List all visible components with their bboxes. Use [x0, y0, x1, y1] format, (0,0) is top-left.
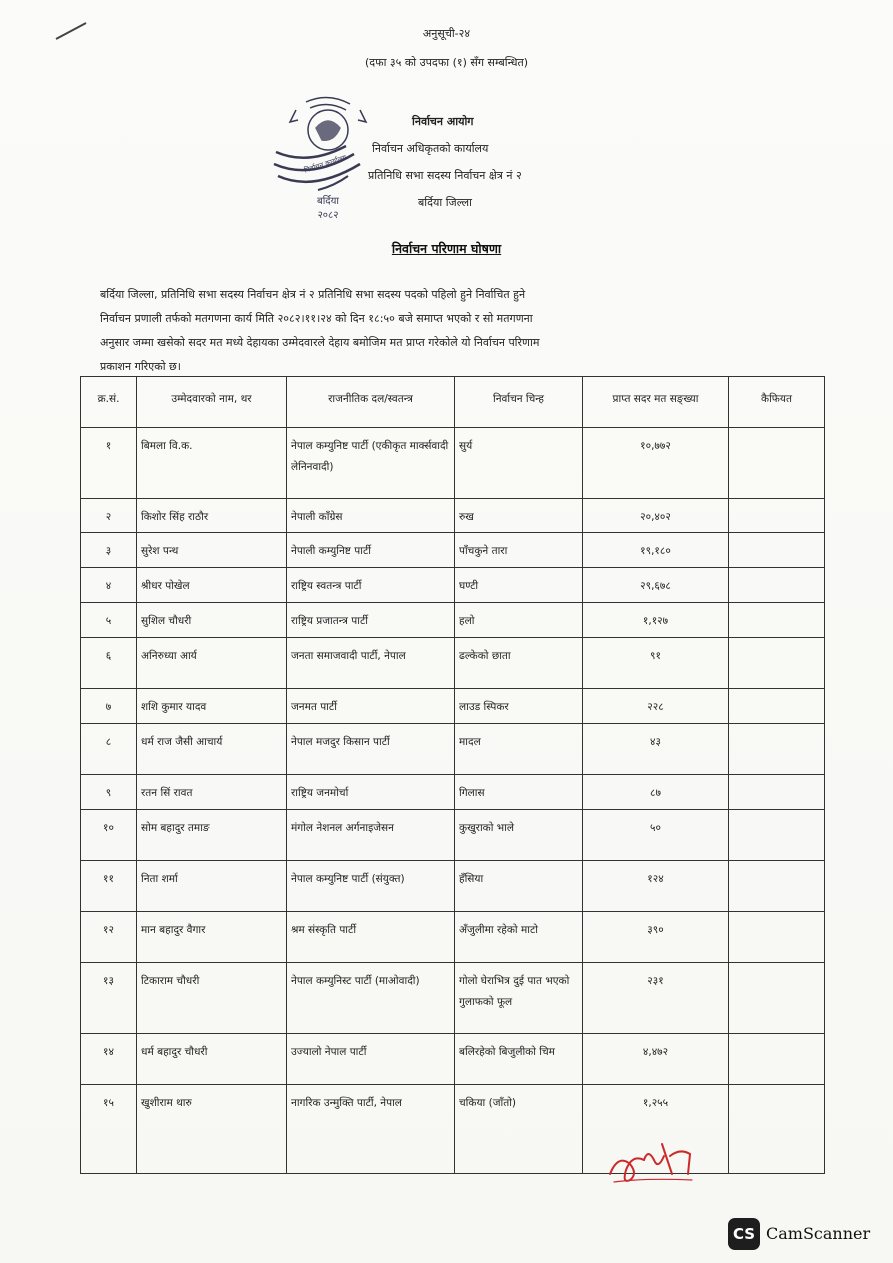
- cell-party: राष्ट्रिय स्वतन्त्र पार्टी: [287, 568, 455, 603]
- cell-remarks: [729, 963, 825, 1034]
- cell-serial: १३: [81, 963, 137, 1034]
- cell-remarks: [729, 724, 825, 775]
- cell-party: मंगोल नेशनल अर्गनाइजेसन: [287, 810, 455, 861]
- seal-district-text: बर्दिया: [317, 196, 339, 207]
- office-line-commission: निर्वाचन आयोग: [412, 115, 474, 128]
- paragraph-line: बर्दिया जिल्ला, प्रतिनिधि सभा सदस्य निर्वाचन क्षेत्र नं २ प्रतिनिधि सभा सदस्य पदको पहिलो हुने निर्वाचित हुने: [100, 288, 526, 301]
- cell-candidate-name: धर्म राज जैसी आचार्य: [137, 724, 287, 775]
- cell-serial: ७: [81, 689, 137, 724]
- table-row: [81, 724, 825, 775]
- cell-serial: ८: [81, 724, 137, 775]
- cell-remarks: [729, 603, 825, 638]
- cell-party: राष्ट्रिय प्रजातन्त्र पार्टी: [287, 603, 455, 638]
- cell-candidate-name: धर्म बहादुर चौधरी: [137, 1034, 287, 1085]
- cell-serial: ९: [81, 775, 137, 810]
- table-row: [81, 499, 825, 533]
- paragraph-line: प्रकाशन गरिएको छ।: [100, 360, 181, 373]
- cell-remarks: [729, 689, 825, 724]
- cell-serial: ३: [81, 533, 137, 568]
- table-row: [81, 568, 825, 603]
- cell-symbol: अँजुलीमा रहेको माटो: [455, 912, 583, 963]
- cell-party: नेपाल मजदुर किसान पार्टी: [287, 724, 455, 775]
- table-row: [81, 603, 825, 638]
- cell-candidate-name: मान बहादुर वैगार: [137, 912, 287, 963]
- seal-office-text: निर्वाचन कार्यालय: [303, 153, 348, 175]
- office-line-constituency: प्रतिनिधि सभा सदस्य निर्वाचन क्षेत्र नं २: [368, 169, 522, 182]
- cell-candidate-name: सोम बहादुर तमाङ: [137, 810, 287, 861]
- table-row: [81, 1085, 825, 1174]
- cell-party: नेपाल कम्युनिस्ट पार्टी (माओवादी): [287, 963, 455, 1034]
- cell-party: जनता समाजवादी पार्टी, नेपाल: [287, 638, 455, 689]
- table-row: [81, 638, 825, 689]
- cell-remarks: [729, 1034, 825, 1085]
- cell-votes: १२४: [583, 861, 729, 912]
- cell-symbol: पाँचकुने तारा: [455, 533, 583, 568]
- cell-candidate-name: सुरेश पन्थ: [137, 533, 287, 568]
- cell-symbol: गोलो घेराभित्र दुई पात भएको गुलाफको फूल: [455, 963, 583, 1034]
- cell-serial: २: [81, 499, 137, 533]
- cell-votes: २०,४०२: [583, 499, 729, 533]
- cell-votes: ३९०: [583, 912, 729, 963]
- cell-symbol: ढल्केको छाता: [455, 638, 583, 689]
- cell-symbol: चकिया (जाँतो): [455, 1085, 583, 1174]
- cell-votes: ४३: [583, 724, 729, 775]
- cell-votes: ८७: [583, 775, 729, 810]
- table-row: [81, 963, 825, 1034]
- table-row: [81, 912, 825, 963]
- header-party: राजनीतिक दल/स्वतन्त्र: [287, 377, 455, 428]
- camscanner-logo-icon: CS: [728, 1218, 760, 1250]
- camscanner-watermark: CamScanner: [766, 1224, 871, 1243]
- cell-votes: १०,७७२: [583, 428, 729, 499]
- table-row: [81, 689, 825, 724]
- cell-votes: १,२५५: [583, 1085, 729, 1174]
- cell-remarks: [729, 912, 825, 963]
- cell-party: श्रम संस्कृति पार्टी: [287, 912, 455, 963]
- cell-serial: ११: [81, 861, 137, 912]
- cell-votes: २३१: [583, 963, 729, 1034]
- cell-remarks: [729, 568, 825, 603]
- cell-remarks: [729, 861, 825, 912]
- announcement-paragraph: [100, 283, 780, 379]
- cell-remarks: [729, 810, 825, 861]
- seal-year-text: २०८२: [317, 210, 339, 221]
- table-row: [81, 533, 825, 568]
- cell-symbol: घण्टी: [455, 568, 583, 603]
- cell-symbol: रुख: [455, 499, 583, 533]
- office-line-district: बर्दिया जिल्ला: [418, 196, 472, 209]
- paragraph-line: निर्वाचन प्रणाली तर्फको मतगणना कार्य मिति २०८२।११।२४ को दिन १८:५० बजे समाप्त भएको र सो मतगणना: [100, 312, 533, 325]
- cell-candidate-name: किशोर सिंह राठौर: [137, 499, 287, 533]
- cell-symbol: सुर्य: [455, 428, 583, 499]
- cell-candidate-name: रतन सिं रावत: [137, 775, 287, 810]
- table-row: [81, 810, 825, 861]
- cell-party: नागरिक उन्मुक्ति पार्टी, नेपाल: [287, 1085, 455, 1174]
- signature-mark: [604, 1134, 696, 1186]
- cell-remarks: [729, 775, 825, 810]
- rule-reference: (दफा ३५ को उपदफा (१) सँग सम्बन्धित): [364, 56, 529, 69]
- cell-symbol: बलिरहेको बिजुलीको चिम: [455, 1034, 583, 1085]
- cell-serial: १४: [81, 1034, 137, 1085]
- cell-serial: १२: [81, 912, 137, 963]
- cell-votes: ९१: [583, 638, 729, 689]
- table-row: [81, 1034, 825, 1085]
- office-line-officer: निर्वाचन अधिकृतको कार्यालय: [372, 142, 489, 155]
- cell-candidate-name: टिकाराम चौधरी: [137, 963, 287, 1034]
- header-serial: क्र.सं.: [81, 377, 137, 428]
- cell-remarks: [729, 1085, 825, 1174]
- cell-candidate-name: अनिरुध्या आर्य: [137, 638, 287, 689]
- cell-candidate-name: श्रीधर पोखेल: [137, 568, 287, 603]
- table-row: [81, 775, 825, 810]
- header-candidate-name: उम्मेदवारको नाम, थर: [137, 377, 287, 428]
- cell-votes: २२८: [583, 689, 729, 724]
- results-table: [80, 376, 825, 1174]
- cell-votes: ४,४७२: [583, 1034, 729, 1085]
- cell-candidate-name: सुशिल चौधरी: [137, 603, 287, 638]
- header-symbol: निर्वाचन चिन्ह: [455, 377, 583, 428]
- cell-votes: २९,६७८: [583, 568, 729, 603]
- cell-votes: ५०: [583, 810, 729, 861]
- cell-party: जनमत पार्टी: [287, 689, 455, 724]
- cell-party: नेपाली काँग्रेस: [287, 499, 455, 533]
- cell-symbol: हँसिया: [455, 861, 583, 912]
- cell-serial: ५: [81, 603, 137, 638]
- header-votes: प्राप्त सदर मत सङ्ख्या: [583, 377, 729, 428]
- office-heading-block: [360, 108, 580, 216]
- header-remarks: कैफियत: [729, 377, 825, 428]
- cell-remarks: [729, 499, 825, 533]
- cell-votes: १९,१८०: [583, 533, 729, 568]
- cell-serial: १०: [81, 810, 137, 861]
- cell-candidate-name: बिमला वि.क.: [137, 428, 287, 499]
- page-title: निर्वाचन परिणाम घोषणा: [391, 241, 502, 256]
- cell-remarks: [729, 533, 825, 568]
- cell-candidate-name: खुशीराम थारु: [137, 1085, 287, 1174]
- cell-symbol: कुखुराको भाले: [455, 810, 583, 861]
- cell-party: नेपाली कम्युनिष्ट पार्टी: [287, 533, 455, 568]
- table-row: [81, 861, 825, 912]
- cell-party: नेपाल कम्युनिष्ट पार्टी (एकीकृत मार्क्सवादी लेनिनवादी): [287, 428, 455, 499]
- cell-remarks: [729, 638, 825, 689]
- cell-symbol: मादल: [455, 724, 583, 775]
- cell-symbol: हलो: [455, 603, 583, 638]
- cell-party: उज्यालो नेपाल पार्टी: [287, 1034, 455, 1085]
- cell-party: राष्ट्रिय जनमोर्चा: [287, 775, 455, 810]
- cell-votes: १,१२७: [583, 603, 729, 638]
- schedule-number: अनुसूची-२४: [422, 27, 471, 40]
- cell-serial: १: [81, 428, 137, 499]
- cell-candidate-name: शशि कुमार यादव: [137, 689, 287, 724]
- table-header-row: [81, 377, 825, 428]
- cell-serial: ४: [81, 568, 137, 603]
- cell-serial: ६: [81, 638, 137, 689]
- table-row: [81, 428, 825, 499]
- cell-candidate-name: निता शर्मा: [137, 861, 287, 912]
- cell-symbol: गिलास: [455, 775, 583, 810]
- paragraph-line: अनुसार जम्मा खसेको सदर मत मध्ये देहायका उम्मेदवारले देहाय बमोजिम मत प्राप्त गरेकोले यो निर्वाचन परिणाम: [100, 336, 540, 349]
- cell-serial: १५: [81, 1085, 137, 1174]
- cell-party: नेपाल कम्युनिष्ट पार्टी (संयुक्त): [287, 861, 455, 912]
- cell-remarks: [729, 428, 825, 499]
- cell-symbol: लाउड स्पिकर: [455, 689, 583, 724]
